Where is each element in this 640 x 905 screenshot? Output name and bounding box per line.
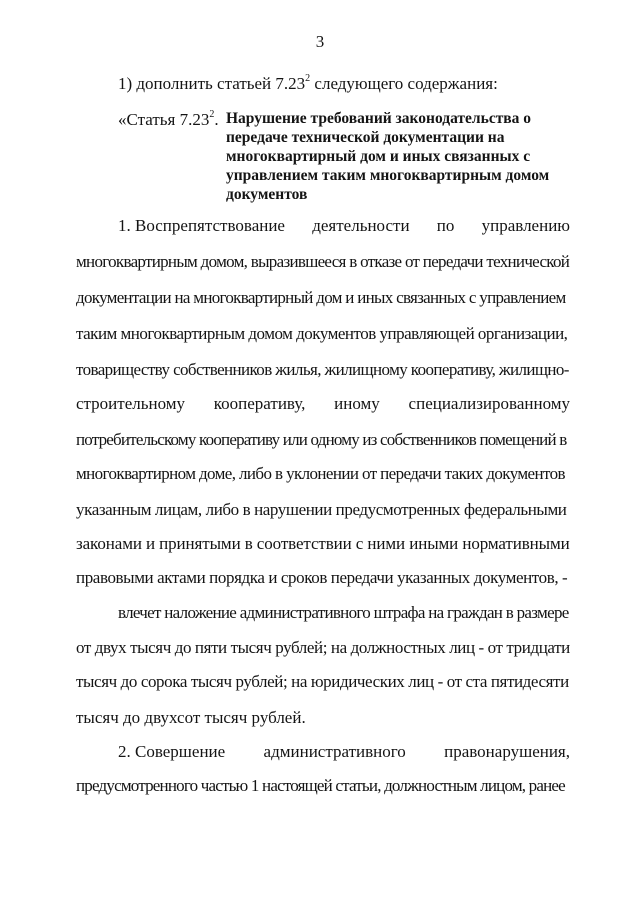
word: административного <box>263 742 406 761</box>
body-line: таким многоквартирным домом документов управляющей организации, <box>76 324 568 343</box>
penalty-first-line: влечет наложение административного штрафа на граждан в размере <box>118 603 569 622</box>
article-heading-line: передаче технической документации на <box>226 129 505 146</box>
article-heading-line: документов <box>226 186 308 203</box>
word: управлению <box>481 216 570 235</box>
article-label-text: «Статья 7.23 <box>118 110 210 129</box>
article-label-dot: . <box>214 110 219 129</box>
word: 2. Совершение <box>118 742 226 761</box>
part1-spread-line <box>76 394 570 414</box>
part2-first-line <box>118 742 570 762</box>
article-heading <box>226 109 556 204</box>
body-line: потребительскому кооперативу или одному из собственников помещений в <box>76 430 567 449</box>
body-line: товариществу собственников жилья, жилищному кооперативу, жилищно- <box>76 360 569 379</box>
article-heading-line: управлением таким многоквартирным домом <box>226 167 550 184</box>
amendment-item-text: 1) дополнить статьей 7.23 <box>118 74 306 93</box>
body-line: правовыми актами порядка и сроков передачи указанных документов, - <box>76 568 568 587</box>
word: кооперативу, <box>213 394 306 413</box>
word: по <box>436 216 455 235</box>
word: правонарушения, <box>444 742 570 761</box>
body-line: предусмотренного частью 1 настоящей статьи, должностным лицом, ранее <box>76 776 565 795</box>
part1-first-line <box>118 216 570 236</box>
body-line: от двух тысяч до пяти тысяч рублей; на должностных лиц - от тридцати <box>76 638 570 657</box>
body-line: тысяч до двухсот тысяч рублей. <box>76 708 306 727</box>
amendment-item-superscript: 2 <box>305 73 311 85</box>
word: специализированному <box>408 394 570 413</box>
word: иному <box>334 394 380 413</box>
word: строительному <box>76 394 186 413</box>
body-line: тысяч до сорока тысяч рублей; на юридических лиц - от ста пятидесяти <box>76 672 569 691</box>
article-label <box>118 110 219 130</box>
body-line: указанным лицам, либо в нарушении предусмотренных федеральными <box>76 500 567 519</box>
word: деятельности <box>312 216 410 235</box>
word: 1. Воспрепятствование <box>118 216 285 235</box>
page-number: 3 <box>315 32 325 51</box>
article-label-superscript: 2 <box>209 109 215 121</box>
body-line: документации на многоквартирный дом и иных связанных с управлением <box>76 288 566 307</box>
article-heading-line: многоквартирный дом и иных связанных с <box>226 148 531 165</box>
amendment-item <box>118 74 498 94</box>
amendment-item-text-end: следующего содержания: <box>310 74 498 93</box>
article-heading-line: Нарушение требований законодательства о <box>226 110 532 127</box>
body-line: законами и принятыми в соответствии с ними иными нормативными <box>76 534 570 553</box>
body-line: многоквартирным домом, выразившееся в отказе от передачи технической <box>76 252 570 271</box>
body-line: многоквартирном доме, либо в уклонении от передачи таких документов <box>76 464 565 483</box>
